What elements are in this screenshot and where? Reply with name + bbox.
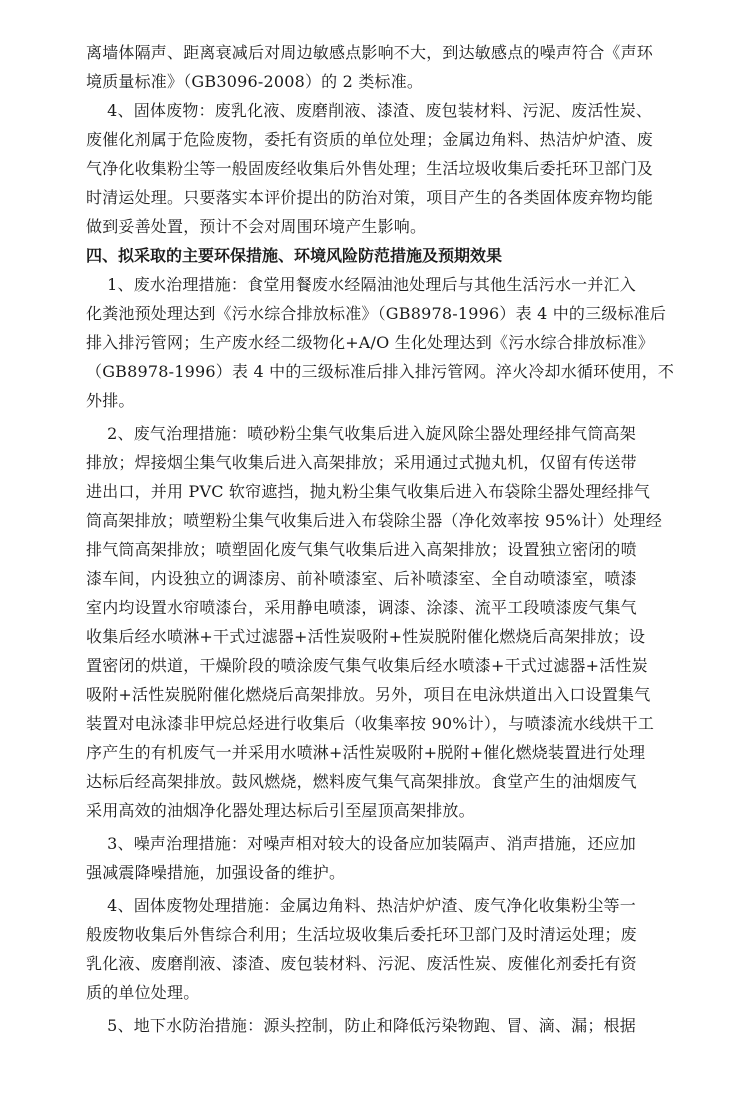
text-line: 室内均设置水帘喷漆台，采用静电喷漆，调漆、涂漆、流平工段喷漆废气集气	[86, 598, 637, 617]
text-line: 置密闭的烘道，干燥阶段的喷涂废气集气收集后经水喷漆+干式过滤器+活性炭	[86, 656, 648, 675]
text-line: 3、噪声治理措施：对噪声相对较大的设备应加装隔声、消声措施，还应加	[86, 834, 636, 853]
text-line: 装置对电泳漆非甲烷总烃进行收集后（收集率按 90%计），与喷漆流水线烘干工	[86, 714, 655, 733]
paragraph-solid-waste-control	[86, 891, 666, 1007]
paragraph-groundwater	[86, 1011, 666, 1040]
text-line: 筒高架排放；喷塑粉尘集气收集后进入布袋除尘器（净化效率按 95%计）处理经	[86, 511, 663, 530]
text-line: 采用高效的油烟净化器处理达标后引至屋顶高架排放。	[86, 801, 475, 820]
text-line: 般废物收集后外售综合利用；生活垃圾收集后委托环卫部门及时清运处理；废	[86, 925, 637, 944]
text-line: 进出口，并用 PVC 软帘遮挡，抛丸粉尘集气收集后进入布袋除尘器处理经排气	[86, 482, 651, 501]
text-line: 时清运处理。只要落实本评价提出的防治对策，项目产生的各类固体废弃物均能	[86, 188, 654, 207]
text-line: （GB8978-1996）表 4 中的三级标准后排入排污管网。淬火冷却水循环使用，不	[86, 362, 675, 381]
text-line: 收集后经水喷淋+干式过滤器+活性炭吸附+性炭脱附催化燃烧后高架排放；设	[86, 627, 646, 646]
text-line: 2、废气治理措施：喷砂粉尘集气收集后进入旋风除尘器处理经排气筒高架	[86, 424, 636, 443]
text-line: 废催化剂属于危险废物，委托有资质的单位处理；金属边角料、热洁炉炉渣、废	[86, 130, 654, 149]
text-line: 4、固体废物：废乳化液、废磨削液、漆渣、废包装材料、污泥、废活性炭、	[86, 101, 653, 120]
paragraph-wastewater	[86, 270, 675, 415]
text-line: 外排。	[86, 391, 135, 410]
text-line: 序产生的有机废气一并采用水喷淋+活性炭吸附+脱附+催化燃烧装置进行处理	[86, 743, 646, 762]
text-line: 排气筒高架排放；喷塑固化废气集气收集后进入高架排放；设置独立密闭的喷	[86, 540, 637, 559]
text-line: 排入排污管网；生产废水经二级物化+A/O 生化处理达到《污水综合排放标准》	[86, 333, 654, 352]
text-line: 乳化液、废磨削液、漆渣、废包装材料、污泥、废活性炭、废催化剂委托有资	[86, 954, 637, 973]
text-line: 强减震降噪措施，加强设备的维护。	[86, 863, 346, 882]
document-page	[86, 38, 675, 1040]
text-line: 漆车间，内设独立的调漆房、前补喷漆室、后补喷漆室、全自动喷漆室，喷漆	[86, 569, 637, 588]
text-line: 气净化收集粉尘等一般固废经收集后外售处理；生活垃圾收集后委托环卫部门及	[86, 159, 654, 178]
paragraph-solid-waste	[86, 96, 666, 241]
text-line: 质的单位处理。	[86, 983, 200, 1002]
text-line: 做到妥善处置，预计不会对周围环境产生影响。	[86, 217, 427, 236]
paragraph-noise-control	[86, 829, 666, 887]
text-line: 1、废水治理措施：食堂用餐废水经隔油池处理后与其他生活污水一并汇入	[86, 275, 636, 294]
text-line: 5、地下水防治措施：源头控制，防止和降低污染物跑、冒、滴、漏；根据	[86, 1016, 636, 1035]
paragraph-noise-continued	[86, 38, 666, 96]
text-line: 排放；焊接烟尘集气收集后进入高架排放；采用通过式抛丸机，仅留有传送带	[86, 453, 637, 472]
text-line: 境质量标准》（GB3096-2008）的 2 类标准。	[86, 72, 424, 91]
section-heading: 四、拟采取的主要环保措施、环境风险防范措施及预期效果	[86, 246, 503, 265]
text-line: 达标后经高架排放。鼓风燃烧，燃料废气集气高架排放。食堂产生的油烟废气	[86, 772, 637, 791]
text-line: 4、固体废物处理措施：金属边角料、热洁炉炉渣、废气净化收集粉尘等一	[86, 896, 636, 915]
text-line: 离墙体隔声、距离衰减后对周边敏感点影响不大，到达敏感点的噪声符合《声环	[86, 43, 654, 62]
paragraph-waste-gas	[86, 419, 666, 825]
text-line: 吸附+活性炭脱附催化燃烧后高架排放。另外，项目在电泳烘道出入口设置集气	[86, 685, 651, 704]
text-line: 化粪池预处理达到《污水综合排放标准》（GB8978-1996）表 4 中的三级标准后	[86, 304, 667, 323]
